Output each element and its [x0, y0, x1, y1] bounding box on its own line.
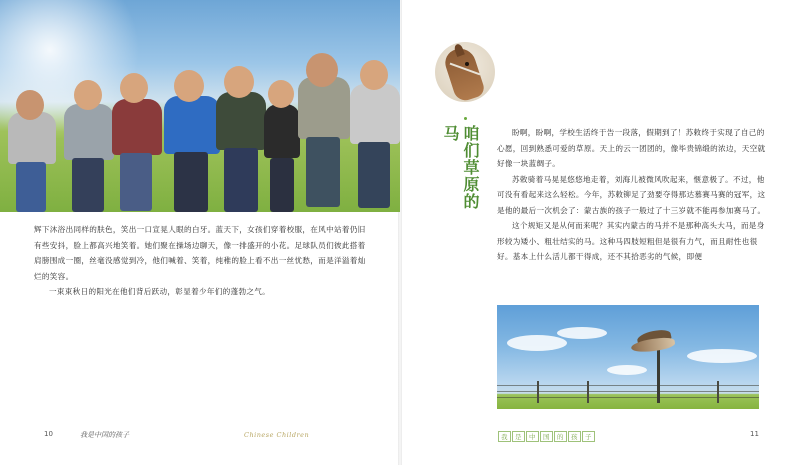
running-head-left: 我是中国的孩子 — [80, 431, 129, 439]
running-head-char: 是 — [512, 431, 525, 442]
page-number-left: 10 — [44, 430, 53, 438]
right-paragraph: 苏敕骑着马晃晃悠悠地走着，刘海儿被微风吹起来，惬意极了。不过，他可没有看起来这么轻松。今年，苏敕铆足了劲要夺得那达慕赛马赛的冠军，这是他的最后一次机会了：蒙古族的孩子一般过了十三岁就不能再参加赛马了。 — [497, 174, 766, 215]
eagle-on-post-photo — [497, 305, 759, 409]
horse-portrait-image — [435, 42, 495, 102]
running-head-char: 我 — [498, 431, 511, 442]
right-body-text — [497, 125, 767, 265]
running-head-char: 子 — [582, 431, 595, 442]
page-number-right: 11 — [750, 430, 759, 438]
football-boys-photo — [0, 0, 400, 212]
running-head-char: 中 — [526, 431, 539, 442]
right-paragraph: 这个规矩又是从何而来呢？其实内蒙古的马并不是那种高头大马，而是身形较为矮小、粗壮结实的马。这种马四肢短粗但是很有力气，而且耐性也很好。基本上什么活儿都干得成，还不其拾恶劣的气候，即便 — [497, 221, 765, 261]
running-head-english: Chinese Children — [244, 431, 310, 439]
right-paragraph: 盼啊，盼啊，学校生活终于告一段落，假期到了！苏敕终于实现了自己的心愿，回到熟悉可爱的草原。天上的云一团团的，像毕贵锦缎的浓边，天空就好像一块蓝绸子。 — [497, 128, 766, 168]
left-body-text — [34, 222, 372, 300]
running-head-char: 的 — [554, 431, 567, 442]
left-paragraph: 辉下沐浴出同样的肤色，笑出一口宣晃人眼的白牙。蓝天下，女孩们穿着校服，在风中站着仍旧有些安抖，脸上都高兴地笑着。她们聚在操场边聊天，像一排盛开的小花。足球队员们彼此搭着肩膀围成一圈，丝毫没感觉到冷，他们喊着、笑着，纯稚的脸上看不出一丝忧愁，而是洋溢着灿烂的笑容。 — [34, 225, 366, 281]
chapter-title: 咱们草原的马 — [441, 125, 480, 210]
title-dot — [464, 117, 467, 120]
left-paragraph: 一束束秋日的阳光在他们背后跃动，彰显着少年们的蓬勃之气。 — [49, 287, 271, 296]
right-page — [400, 0, 800, 465]
running-head-right — [498, 431, 596, 442]
running-head-char: 孩 — [568, 431, 581, 442]
running-head-char: 国 — [540, 431, 553, 442]
